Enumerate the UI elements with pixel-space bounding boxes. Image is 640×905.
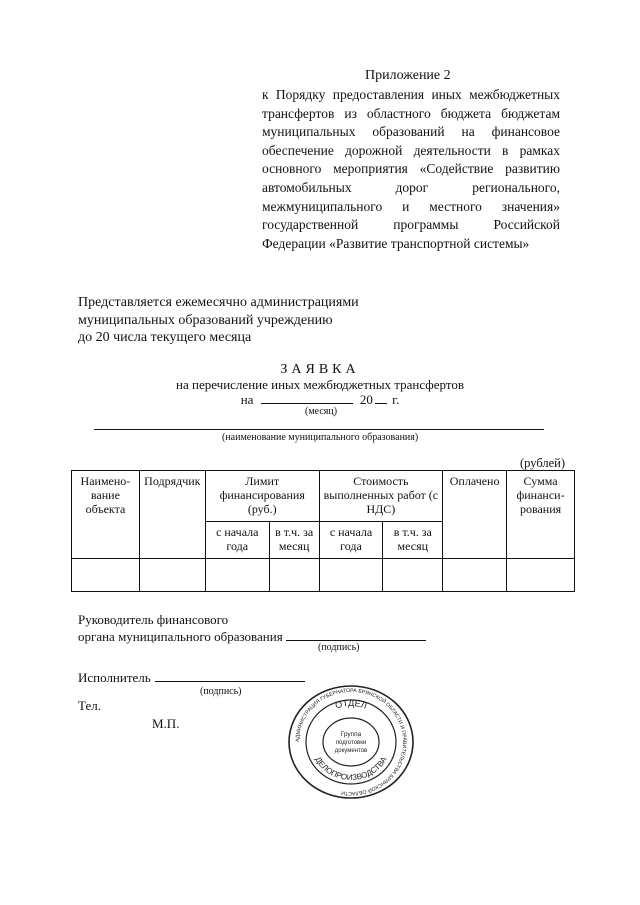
month-caption: (месяц)	[305, 406, 338, 417]
official-stamp	[286, 684, 416, 800]
table-cell	[72, 559, 140, 592]
subheader-cost-from-start: с начала года	[319, 522, 383, 559]
request-subtitle: на перечисление иных межбюджетных трансфертов	[176, 377, 464, 392]
header-cost: Стоимость выполненных работ (с НДС)	[319, 471, 443, 522]
table-cell	[205, 559, 269, 592]
table-cell	[269, 559, 319, 592]
appendix-title: Приложение 2	[365, 68, 451, 83]
seal-place-label: М.П.	[152, 716, 180, 731]
table-cell	[139, 559, 205, 592]
month-prefix: на	[240, 392, 254, 407]
stamp-inner-line: подготовки	[335, 740, 367, 746]
table-cell	[443, 559, 507, 592]
stamp-inner-line: Группа	[340, 731, 362, 738]
subheader-limit-month: в т.ч. за месяц	[269, 522, 319, 559]
subheader-cost-month: в т.ч. за месяц	[383, 522, 443, 559]
units-label: (рублей)	[520, 456, 566, 470]
table-cell	[319, 559, 383, 592]
head-signature-block	[78, 611, 426, 645]
request-table	[71, 470, 575, 592]
table-cell	[507, 559, 575, 592]
header-amount: Сумма финанси-рования	[507, 471, 575, 559]
submission-note-line: муниципальных образований учреждению	[78, 312, 333, 328]
header-contractor: Подрядчик	[139, 471, 205, 559]
phone-label: Тел.	[78, 698, 101, 713]
executor-signature-caption: (подпись)	[200, 686, 242, 697]
submission-note-line: Представляется ежемесячно администрациями	[78, 295, 359, 310]
year-blank	[375, 392, 387, 404]
head-signature-caption: (подпись)	[318, 642, 360, 653]
month-blank	[261, 392, 353, 404]
head-signature-blank	[286, 628, 426, 641]
municipality-blank	[94, 429, 544, 430]
stamp-dept-bottom: ДЕЛОПРОИЗВОДСТВА	[313, 755, 389, 783]
request-title: ЗАЯВКА	[280, 362, 360, 377]
executor-signature-blank	[155, 669, 305, 682]
municipality-caption: (наименование муниципального образования)	[222, 432, 419, 443]
header-object: Наимено-вание объекта	[72, 471, 140, 559]
subheader-limit-from-start: с начала года	[205, 522, 269, 559]
header-limit: Лимит финансирования (руб.)	[205, 471, 319, 522]
table-cell	[383, 559, 443, 592]
stamp-outer-text: АДМИНИСТРАЦИЯ ГУБЕРНАТОРА БРЯНСКОЙ ОБЛАСТИ И ПРАВИТЕЛЬСТВА БРЯНСКОЙ ОБЛАСТИ	[294, 687, 408, 797]
stamp-inner-line: документов	[334, 748, 368, 754]
executor-label: Исполнитель	[78, 670, 151, 685]
year-prefix: 20	[359, 392, 373, 407]
table-row	[72, 559, 575, 592]
submission-note-line: до 20 числа текущего месяца	[78, 330, 252, 345]
executor-line	[78, 669, 305, 686]
appendix-description: к Порядку предоставления иных межбюджетных трансфертов из областного бюджета бюджетам муниципальных образований на финансовое обеспечение дорожной деятельности в рамках основного мероприятия «Содействие развитию автомобильных дорог регионального, межмуниципального и местного значения» государственной программы Российской Федерации «Развитие транспортной системы»	[262, 87, 560, 251]
table-header-row	[72, 471, 575, 522]
head-title-line2: органа муниципального образования	[78, 629, 283, 644]
submission-note	[78, 294, 408, 347]
head-title-line1: Руководитель финансового	[78, 612, 229, 627]
header-paid: Оплачено	[443, 471, 507, 559]
stamp-dept-top: ОТДЕЛ	[333, 698, 369, 711]
year-suffix: г.	[392, 392, 400, 407]
